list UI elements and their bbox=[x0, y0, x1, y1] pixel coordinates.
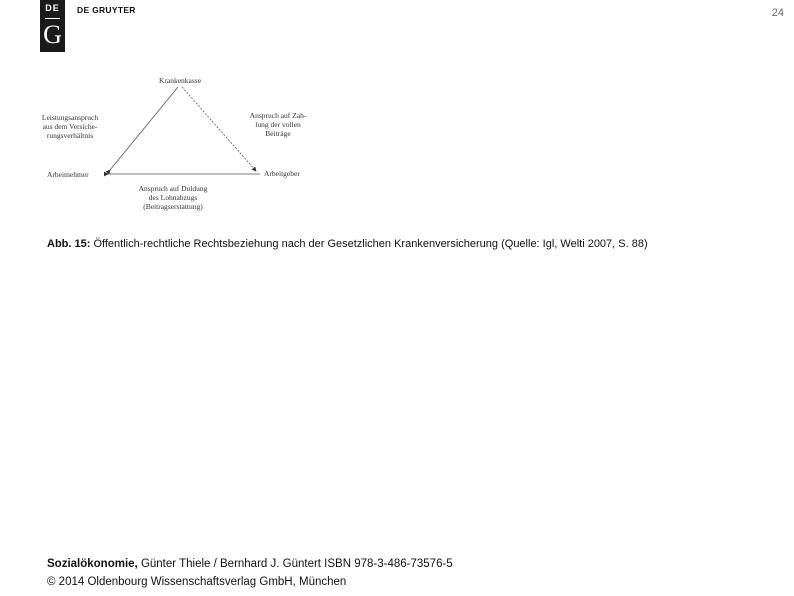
node-arbeitnehmer: Arbeitnehmer bbox=[47, 170, 89, 179]
footer-authors-isbn: Günter Thiele / Bernhard J. Güntert ISBN 978-3-486-73576-5 bbox=[137, 558, 453, 570]
figure-caption bbox=[47, 238, 767, 250]
page-number: 24 bbox=[771, 7, 784, 19]
node-arbeitgeber: Arbeitgeber bbox=[264, 169, 300, 178]
label-right-edge-1: Anspruch auf Zah- bbox=[249, 111, 307, 120]
footer-copyright: © 2014 Oldenbourg Wissenschaftsverlag GmbH, München bbox=[47, 576, 347, 588]
triangle-diagram-svg bbox=[30, 70, 330, 220]
logo-g-text: G bbox=[43, 20, 62, 49]
node-krankenkasse: Krankenkasse bbox=[158, 76, 202, 85]
label-right-edge-3: Beiträge bbox=[265, 129, 291, 138]
relationship-diagram bbox=[30, 70, 330, 220]
footer bbox=[47, 555, 453, 591]
label-bottom-edge-2: des Lohnabzugs bbox=[148, 193, 198, 202]
edge-right bbox=[182, 87, 256, 171]
label-left-edge-2: aus dem Versiche- bbox=[42, 122, 98, 131]
publisher-name: DE GRUYTER bbox=[77, 5, 136, 15]
caption-text: Öffentlich-rechtliche Rechtsbeziehung nach der Gesetzlichen Krankenversicherung (Quelle: Igl, Welti 2007, S. 88) bbox=[90, 238, 648, 250]
label-bottom-edge-1: Anspruch auf Duldung bbox=[138, 184, 208, 193]
de-gruyter-logo bbox=[40, 0, 65, 52]
logo-rule bbox=[45, 18, 60, 19]
footer-line-1 bbox=[47, 555, 453, 573]
edge-left bbox=[110, 87, 178, 170]
label-left-edge-3: rungsverhältnis bbox=[46, 131, 94, 140]
footer-book-title: Sozialökonomie, bbox=[47, 558, 138, 570]
label-right-edge-2: lung der vollen bbox=[255, 120, 301, 129]
label-bottom-edge-3: (Beitragserstattung) bbox=[143, 202, 203, 211]
caption-label: Abb. 15: bbox=[47, 238, 91, 250]
logo-top-text: DE bbox=[45, 3, 60, 13]
label-left-edge-1: Leistungsanspruch bbox=[41, 113, 99, 122]
